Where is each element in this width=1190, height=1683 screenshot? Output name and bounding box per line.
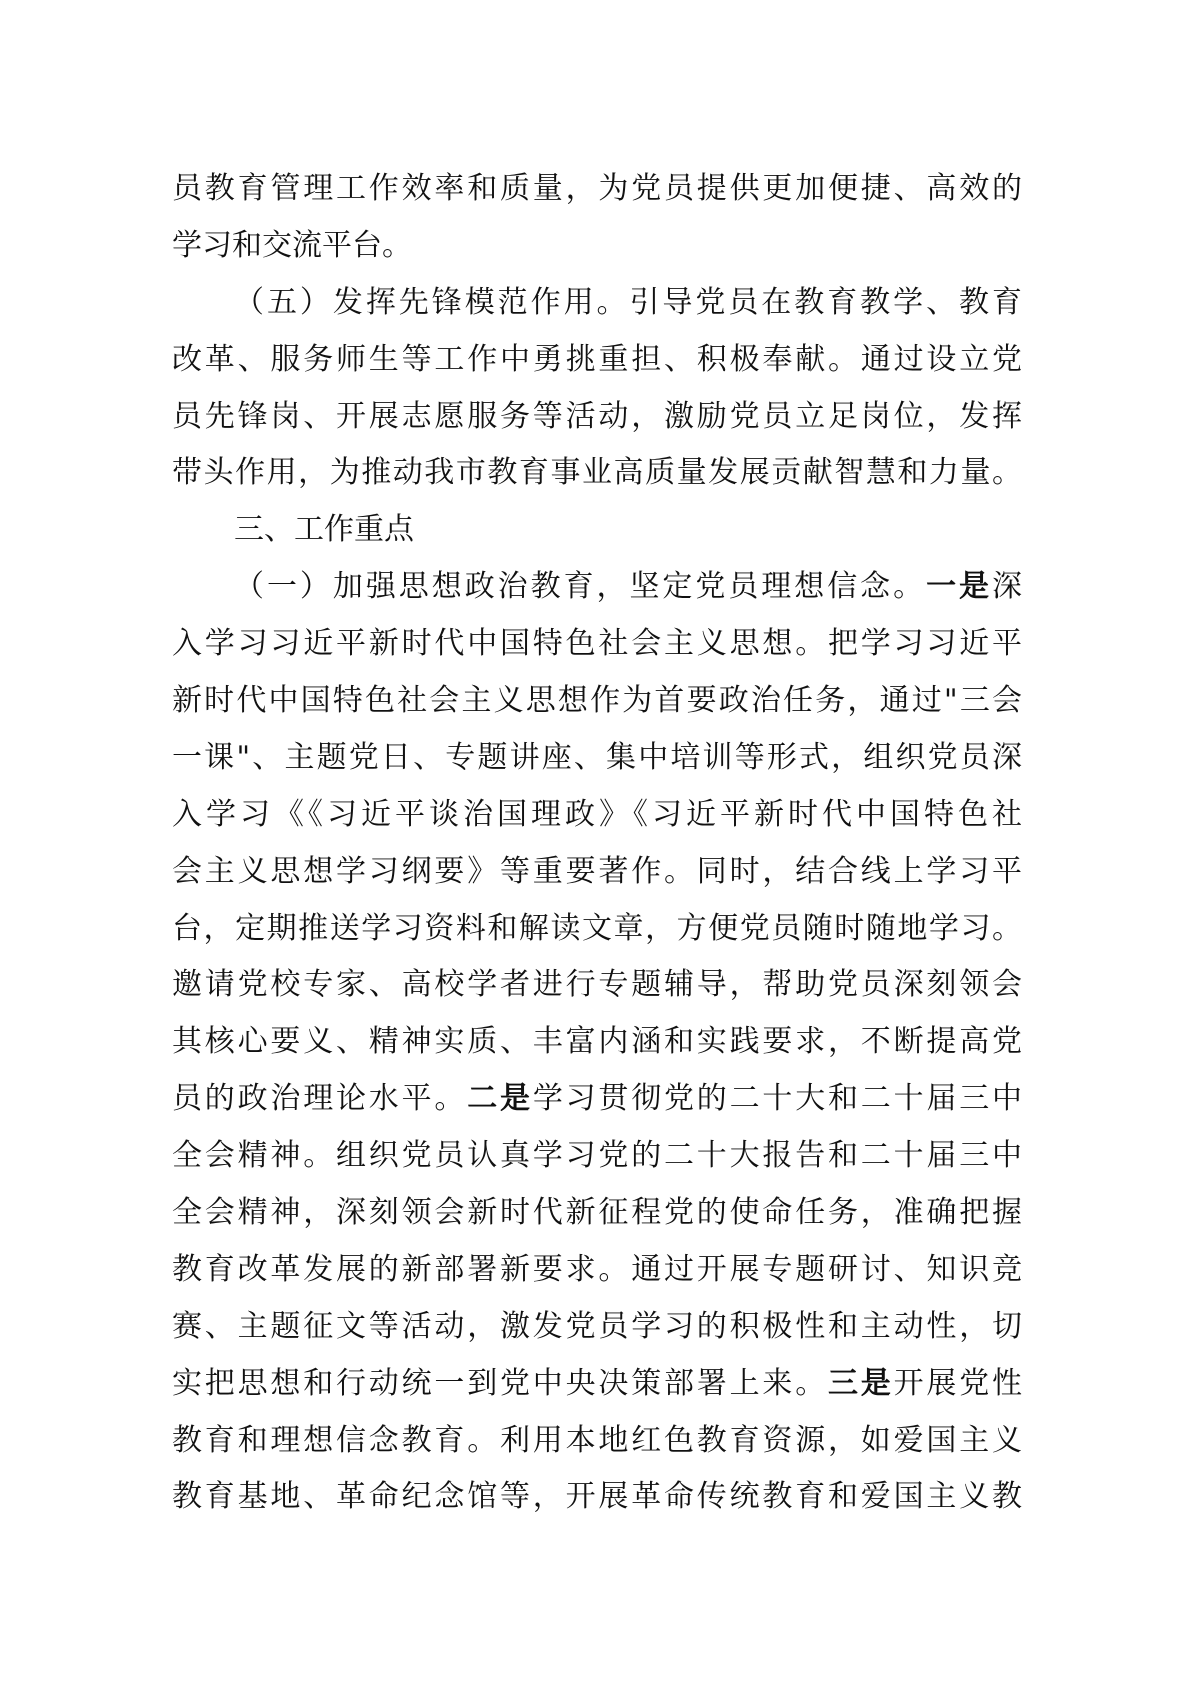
- body-line: 台，定期推送学习资料和解读文章，方便党员随时随地学习。: [172, 910, 1022, 946]
- body-line: 学习和交流平台。: [172, 227, 412, 263]
- body-text: 学习贯彻党的二十大和二十届三中: [532, 1081, 1023, 1117]
- document-page: [172, 161, 1022, 1526]
- body-line: 改革、服务师生等工作中勇挑重担、积极奉献。通过设立党: [172, 341, 1022, 377]
- body-line: 其核心要义、精神实质、丰富内涵和实践要求，不断提高党: [172, 1024, 1022, 1060]
- body-line: 全会精神。组织党员认真学习党的二十大报告和二十届三中: [172, 1138, 1022, 1174]
- body-line: [172, 1356, 1022, 1413]
- body-line: 赛、主题征文等活动，激发党员学习的积极性和主动性，切: [172, 1308, 1022, 1344]
- subsection-heading-line: [172, 559, 1022, 616]
- body-text: 开展党性: [893, 1365, 1023, 1401]
- body-line: 入学习习近平新时代中国特色社会主义思想。把学习习近平: [172, 626, 1022, 662]
- body-line: 员先锋岗、开展志愿服务等活动，激励党员立足岗位，发挥: [172, 398, 1022, 434]
- body-text: 深: [992, 569, 1023, 605]
- body-text: 员的政治理论水平。: [172, 1081, 468, 1117]
- body-line: 入学习《《习近平谈治国理政》《习近平新时代中国特色社: [172, 796, 1022, 832]
- body-line: 全会精神，深刻领会新时代新征程党的使命任务，准确把握: [172, 1195, 1022, 1231]
- emphasis-label: 一是: [926, 569, 993, 605]
- subsection-title: （一）加强思想政治教育，坚定党员理想信念。: [234, 569, 927, 605]
- body-line: 一课"、主题党日、专题讲座、集中培训等形式，组织党员深: [172, 739, 1022, 775]
- body-line: 新时代中国特色社会主义思想作为首要政治任务，通过"三会: [172, 683, 1022, 719]
- section-heading: 三、工作重点: [234, 512, 414, 548]
- body-text: 实把思想和行动统一到党中央决策部署上来。: [172, 1365, 828, 1401]
- body-line: 教育改革发展的新部署新要求。通过开展专题研讨、知识竞: [172, 1251, 1022, 1287]
- emphasis-label: 三是: [828, 1365, 894, 1401]
- body-line: 带头作用，为推动我市教育事业高质量发展贡献智慧和力量。: [172, 455, 1022, 491]
- body-line: 员教育管理工作效率和质量，为党员提供更加便捷、高效的: [172, 171, 1022, 206]
- body-line: 教育和理想信念教育。利用本地红色教育资源，如爱国主义: [172, 1422, 1022, 1458]
- body-line: [172, 1071, 1022, 1128]
- emphasis-label: 二是: [467, 1081, 533, 1117]
- body-line: 邀请党校专家、高校学者进行专题辅导，帮助党员深刻领会: [172, 967, 1022, 1003]
- body-line: 教育基地、革命纪念馆等，开展革命传统教育和爱国主义教: [172, 1479, 1022, 1515]
- paragraph-heading-line: （五）发挥先锋模范作用。引导党员在教育教学、教育: [234, 284, 1022, 320]
- body-line: 会主义思想学习纲要》等重要著作。同时，结合线上学习平: [172, 853, 1022, 889]
